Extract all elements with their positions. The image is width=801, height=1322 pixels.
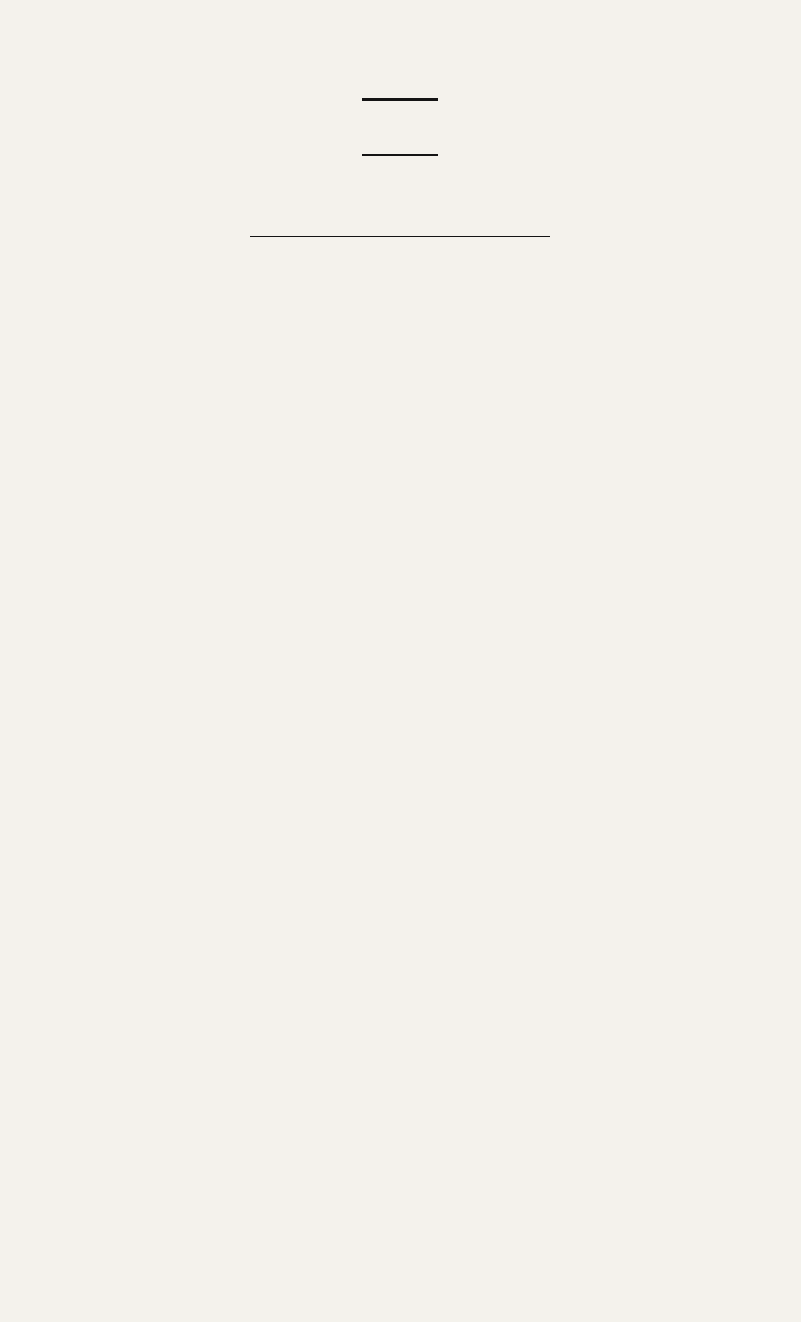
subtitle-rule — [250, 236, 550, 237]
title-rule — [362, 98, 438, 101]
heading-rule — [362, 154, 438, 156]
